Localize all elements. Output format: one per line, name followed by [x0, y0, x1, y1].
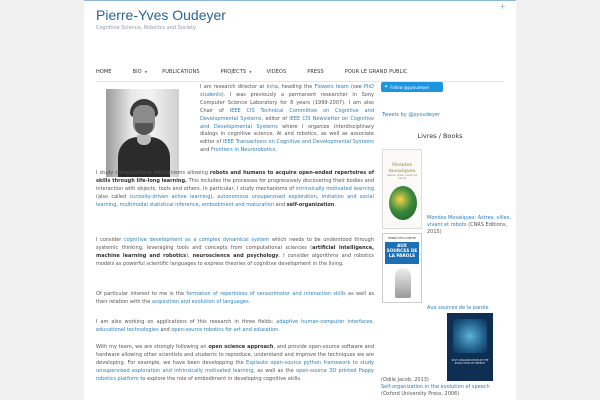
text: . I consider algorithms and robotics models as powerful scientific languages to express theories of cognitive development in the living.: [96, 252, 374, 267]
interest-paragraph: [96, 291, 374, 307]
text: ,: [316, 193, 322, 200]
photo-collar: [137, 135, 151, 145]
ieee-cis-newsletter-link[interactable]: IEEE CIS Newsletter on Cognitive and Developmental Systems: [200, 115, 375, 130]
book-cover-title: AUX SOURCES DE LA PAROLE: [386, 244, 418, 259]
language-evolution-link[interactable]: acquisition and evolution of languages: [151, 298, 249, 305]
photo-beard: [135, 123, 153, 135]
nav-projects[interactable]: [221, 69, 252, 75]
book-cover-title: Mondes mosaïques: [388, 162, 416, 174]
text: and: [274, 201, 287, 208]
text: Of particular interest to me is the: [96, 291, 187, 297]
nav-videos[interactable]: [267, 69, 287, 75]
intrinsic-motivation-link[interactable]: intrinsically motivated learning: [295, 185, 374, 192]
explauto-link[interactable]: Explauto open-source python framework to study unsupervised exploration and intrinsically motivated learning: [96, 359, 374, 374]
nav-publications-label: PUBLICATIONS: [162, 69, 200, 75]
curiosity-learning-link[interactable]: curiosity-driven active learning: [129, 193, 211, 200]
nav-grand-public[interactable]: [345, 69, 408, 75]
book-cover-subtitle: Astres, villes, vivant et robots: [387, 174, 417, 180]
dynamical-system-link[interactable]: cognitive development as a complex dynamical system: [123, 237, 270, 243]
bold-text: neuroscience and psychology: [192, 252, 279, 259]
text: , as well as the: [253, 367, 296, 374]
ieee-transactions-link[interactable]: IEEE Transactions on Cognitive and Developmental Systems: [222, 139, 374, 146]
text: ). I was previously a permanent researcher in Sony Computer Science Laboratory for 8 years (1999-2007). I am also Chair of: [200, 91, 374, 114]
ieee-cis-committee-link[interactable]: IEEE CIS Technical Committee on Cognitive and Developmental Systems: [200, 107, 374, 122]
open-source-robotics-link[interactable]: open-source robotics for art and education: [171, 326, 279, 333]
text: , editor of: [261, 115, 290, 122]
text: to explore the role of embodiment in developing cognitive skills.: [138, 375, 302, 382]
book-cover-title: SELF-ORGANIZATION IN THE EVOLUTION OF SPEECH: [451, 359, 489, 366]
chevron-down-icon: ▼: [144, 69, 148, 74]
text: I consider: [96, 237, 124, 243]
nav-bio-label: BIO: [132, 69, 142, 75]
sensorimotor-skills-link[interactable]: formation of repertoires of sensorimotor and interaction skills: [186, 291, 346, 297]
embodiment-link[interactable]: embodiment and maturation: [201, 201, 275, 208]
hci-link[interactable]: adaptive human-computer interfaces: [276, 319, 373, 325]
text: .: [275, 147, 278, 154]
imitation-learning-link[interactable]: imitation and social learning: [96, 193, 375, 208]
nav-home-label: HOME: [96, 69, 112, 75]
nav-grand-public-label: POUR LE GRAND PUBLIC: [344, 69, 408, 75]
text: , and provide open-source software and hardware allowing other scientists and students to reproduce, understand and improve the techniques we are developing. For example, we have been developping the: [96, 344, 374, 366]
text: This includes the processes for progressively discovering their bodies and interaction with objects, tools and others. In particular, I study mechanisms of: [96, 177, 374, 192]
unsupervised-exploration-link[interactable]: autonomous unsupervised exploration: [217, 193, 317, 200]
book-cover-aux-sources[interactable]: [382, 233, 422, 303]
nav-press-label: PRESS: [307, 69, 324, 75]
text: where I organize interdisciplinary dialogs in cognitive science, AI and robotics, as well as associate editor of: [200, 123, 375, 146]
site-title[interactable]: Pierre-Yves Oudeyer: [96, 7, 226, 23]
phd-students-link[interactable]: PhD students: [200, 84, 375, 98]
frontiers-neurorobotics-link[interactable]: Frontiers in Neurorobotics: [211, 147, 276, 154]
bold-text: robots and humans to acquire open-ended repertoires of skills through life-long learning.: [96, 170, 374, 184]
book3-link[interactable]: Self-organization in the evolution of speech: [381, 384, 490, 390]
book1-caption: [427, 215, 511, 236]
multimodal-inference-link[interactable]: multimodal statistical inference: [119, 201, 199, 208]
book2-meta: (Odile Jacob, 2013): [381, 377, 429, 383]
research-paragraph: [96, 170, 374, 210]
chevron-down-icon: ▼: [249, 69, 252, 74]
text: ),: [210, 193, 218, 200]
book1-link[interactable]: Mondes Mosaïques: Astres, villes, vivant et robots: [427, 215, 511, 228]
text: , heading the: [277, 84, 315, 90]
text: (also called: [96, 193, 130, 200]
text: With my team, we are strongly following an: [96, 344, 209, 350]
text: I study computational mechanisms allowing: [96, 170, 210, 176]
nav-home[interactable]: [96, 69, 112, 75]
bold-text: open science approach: [208, 344, 274, 350]
text: ,: [198, 201, 202, 208]
book-cover-art: [453, 319, 487, 353]
text: .: [334, 201, 336, 208]
text: I am research director at: [200, 84, 267, 90]
text: and: [158, 326, 172, 333]
nav-press[interactable]: [307, 69, 324, 75]
text: (see: [348, 84, 364, 90]
twitter-follow-button[interactable]: [381, 82, 443, 92]
text: .: [248, 298, 251, 305]
site-description: Cognitive Science, Robotics and Society: [96, 25, 197, 31]
page-container: [84, 0, 516, 400]
plus-icon[interactable]: +: [499, 2, 506, 11]
book1-meta: (CNRS Editions, 2015): [427, 222, 508, 235]
portrait-photo: [106, 89, 179, 177]
main-nav: [96, 67, 429, 77]
flowers-team-link[interactable]: Flowers team: [314, 84, 349, 90]
nav-divider: [96, 81, 504, 82]
tweets-link[interactable]: Tweets by @pyoudeyer: [382, 112, 441, 118]
twitter-follow-label: Follow @pyoudeyer: [390, 84, 430, 90]
text: .: [278, 326, 280, 333]
book-cover-art: [395, 268, 411, 298]
intro-paragraph: [200, 84, 374, 155]
nav-bio[interactable]: [133, 69, 148, 75]
inria-link[interactable]: Inria: [266, 84, 278, 90]
books-heading: Livres / Books: [417, 132, 463, 140]
applications-paragraph: [96, 319, 374, 335]
book-cover-art: [389, 186, 417, 220]
nav-publications[interactable]: [162, 69, 199, 75]
text: which needs to be understood through systemic thinking, leveraging tools and concepts from computational sciences (: [96, 237, 374, 251]
text: ,: [372, 319, 374, 325]
poppy-link[interactable]: open-source 3D printed Poppy robotics platform: [96, 367, 375, 382]
book3-meta: (Oxford University Press, 2006): [381, 391, 460, 397]
twitter-bird-icon: ✦: [384, 84, 389, 90]
nav-projects-label: PROJECTS: [220, 69, 247, 75]
text: ,: [116, 201, 120, 208]
book-cover-mondes-mosaiques[interactable]: [382, 149, 422, 229]
open-science-paragraph: [96, 344, 374, 384]
book-cover-self-organization[interactable]: [447, 313, 493, 381]
edtech-link[interactable]: educational technologies: [96, 326, 159, 333]
text: I am also working on applications of this research in three fields:: [96, 319, 277, 325]
bold-text: self-organization: [286, 201, 335, 208]
systems-paragraph: [96, 237, 374, 269]
bold-text: artificial intelligence, machine learning and robotics: [96, 244, 374, 259]
book3-caption: [381, 377, 511, 398]
book2-caption: [427, 305, 511, 312]
text: and: [200, 147, 211, 154]
book2-link[interactable]: Aux sources de la parole: [427, 305, 489, 311]
nav-videos-label: VIDEOS: [266, 69, 287, 75]
text: ),: [186, 252, 193, 259]
book-cover-author: PIERRE-YVES OUDEYER: [388, 237, 416, 240]
text: as well as their relation with the: [96, 291, 374, 305]
